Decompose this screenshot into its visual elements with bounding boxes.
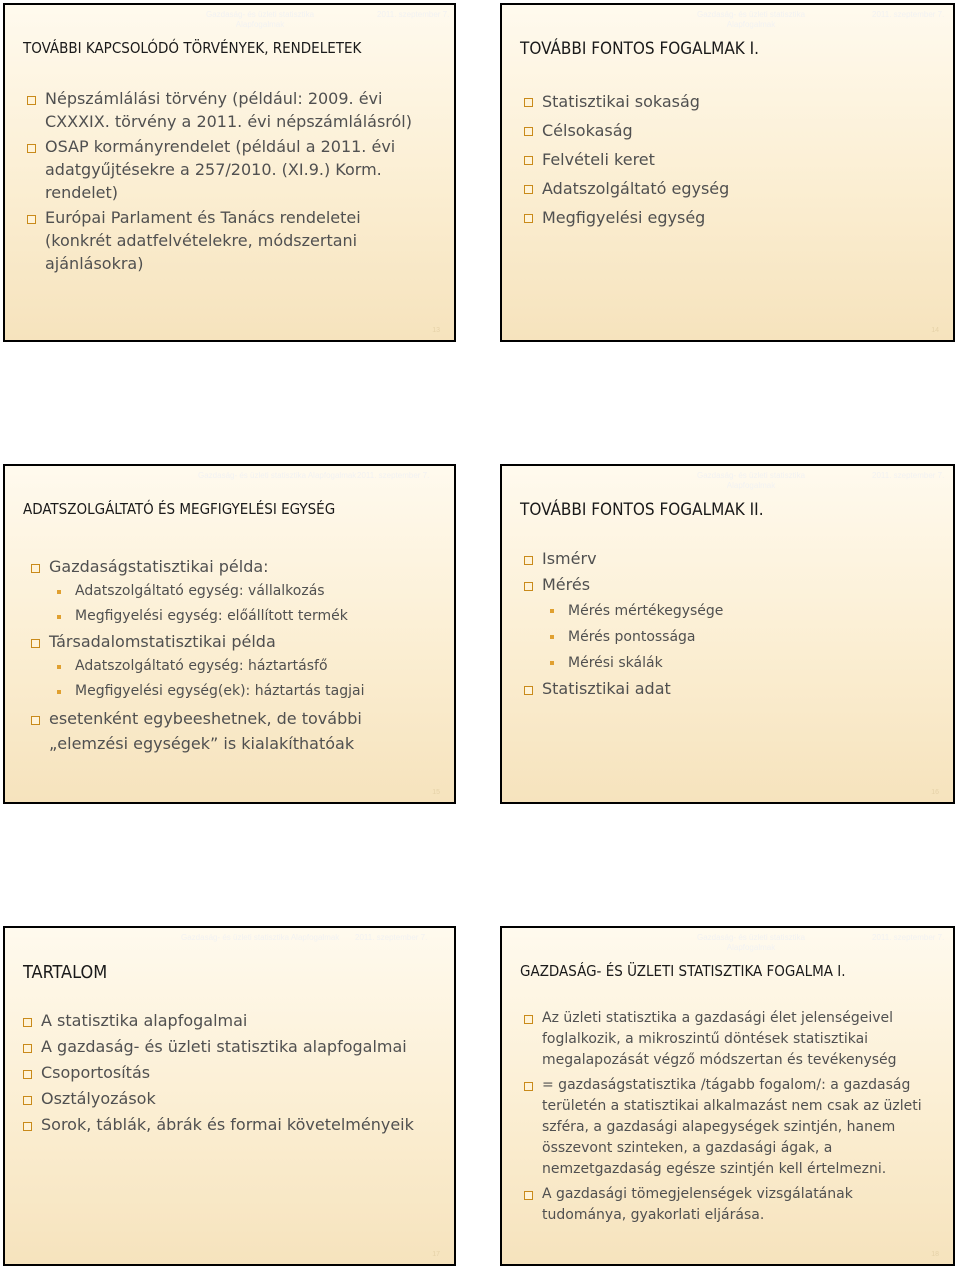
list-item-text: Megfigyelési egység <box>542 208 706 227</box>
sub-item <box>29 604 440 629</box>
list-item-text: Osztályozások <box>41 1089 156 1108</box>
slide-title: GAZDASÁG- ÉS ÜZLETI STATISZTIKA FOGALMA I. <box>520 962 846 980</box>
list-item <box>522 145 939 174</box>
list-item-text: esetenként egybeeshetnek, de további „elemzési egységek” is kialakíthatóak <box>49 709 362 753</box>
sub-item <box>29 654 440 679</box>
list-item <box>522 546 939 572</box>
slide-body <box>21 1008 440 1138</box>
slide-header-date: 2011. szeptember 7. <box>872 933 945 942</box>
list-item-text: Felvételi keret <box>542 150 655 169</box>
sub-item-text: Mérés mértékegysége <box>568 603 724 619</box>
list-item-text: Az üzleti statisztika a gazdasági élet jelenségeivel foglalkozik, a mikroszintű döntések statisztikai megalapozását végző módszertan és tevékenység <box>542 1010 897 1068</box>
slide-header-date: 2011. szeptember 7. <box>355 933 428 942</box>
list-item <box>21 1086 440 1112</box>
list-item <box>29 554 440 579</box>
list-item <box>522 174 939 203</box>
sub-item <box>29 679 440 704</box>
list-item-text: Gazdaságstatisztikai példa: <box>49 557 269 576</box>
page-number: 14 <box>931 327 939 334</box>
sub-item-text: Megfigyelési egység: előállított termék <box>75 608 348 624</box>
slide-header-date: 2011. szeptember 7. <box>872 10 945 19</box>
list-item <box>522 572 939 598</box>
list-item <box>21 1008 440 1034</box>
list-item-text: Népszámlálási törvény (például: 2009. évi CXXXIX. törvény a 2011. évi népszámlálásról) <box>45 89 412 131</box>
slide-title: TARTALOM <box>23 962 108 983</box>
list-item <box>25 87 426 133</box>
page-number: 15 <box>432 789 440 796</box>
list-item <box>522 1008 933 1071</box>
slide-13 <box>3 3 456 342</box>
slide-body <box>29 554 440 756</box>
slide-body <box>522 1008 933 1226</box>
list-item <box>522 87 939 116</box>
page-number: 13 <box>432 327 440 334</box>
list-item-text: Csoportosítás <box>41 1063 151 1082</box>
sub-item-text: Mérési skálák <box>568 655 663 671</box>
list-item <box>522 1075 933 1180</box>
list-item-text: Sorok, táblák, ábrák és formai követelményeik <box>41 1115 414 1134</box>
list-item <box>21 1112 440 1138</box>
sub-item <box>522 598 939 624</box>
list-item <box>522 1184 933 1226</box>
sub-item-text: Mérés pontossága <box>568 629 696 645</box>
list-item-text: A gazdaság- és üzleti statisztika alapfogalmai <box>41 1037 407 1056</box>
slide-body <box>522 546 939 702</box>
sub-item-text: Adatszolgáltató egység: háztartásfő <box>75 658 328 674</box>
slide-header-course: Gazdaság- és üzleti statisztika Alapfogalmak <box>205 10 315 29</box>
list-item <box>25 135 426 204</box>
slide-header-course: Gazdaság- és üzleti statisztika Alapfogalmak <box>696 10 806 29</box>
list-item-text: Európai Parlament és Tanács rendeletei (konkrét adatfelvételekre, módszertani ajánlásokra) <box>45 208 361 273</box>
page-number: 17 <box>432 1251 440 1258</box>
slide-header-date: 2011. szeptember 7. <box>377 10 450 19</box>
list-item <box>25 206 426 275</box>
list-item <box>29 629 440 654</box>
sub-item-text: Megfigyelési egység(ek): háztartás tagjai <box>75 683 365 699</box>
list-item-text: Adatszolgáltató egység <box>542 179 730 198</box>
list-item-text: Ismérv <box>542 549 597 568</box>
list-item <box>522 116 939 145</box>
list-item-text: Célsokaság <box>542 121 633 140</box>
list-item-text: OSAP kormányrendelet (például a 2011. évi adatgyűjtésekre a 257/2010. (XI.9.) Korm. rendelet) <box>45 137 396 202</box>
slide-header-date: 2011. szeptember 7. <box>357 471 430 480</box>
slide-title: TOVÁBBI FONTOS FOGALMAK II. <box>520 500 764 520</box>
slide-15 <box>3 464 456 804</box>
slide-body <box>25 87 426 275</box>
list-item <box>21 1034 440 1060</box>
slide-title: TOVÁBBI FONTOS FOGALMAK I. <box>520 39 760 59</box>
sub-item <box>29 579 440 604</box>
list-item-text: Társadalomstatisztikai példa <box>49 632 276 651</box>
slide-header-date: 2011. szeptember 7. <box>872 471 945 480</box>
slide-header-course: Gazdaság- és üzleti statisztika Alapfogalmak <box>198 471 357 480</box>
list-item-text: Statisztikai adat <box>542 679 671 698</box>
list-item-text: = gazdaságstatisztika /tágabb fogalom/: a gazdaság területén a statisztikai alkalmazást nem csak az üzleti szféra, a gazdasági alapegységek szintjén, hanem összevont szinteken, a gazdasági ágak, a nemzetgazdaság egésze szintjén kell értelmezni. <box>542 1077 922 1177</box>
slide-header-course: Gazdaság- és üzleti statisztika Alapfogalmak <box>696 471 806 490</box>
list-item <box>21 1060 440 1086</box>
page-number: 18 <box>931 1251 939 1258</box>
slide-16 <box>500 464 955 804</box>
list-item <box>522 203 939 232</box>
slide-17 <box>3 926 456 1266</box>
page-number: 16 <box>931 789 939 796</box>
sub-item <box>522 650 939 676</box>
list-item-text: A statisztika alapfogalmai <box>41 1011 248 1030</box>
list-item <box>29 706 440 756</box>
slide-title: ADATSZOLGÁLTATÓ ÉS MEGFIGYELÉSI EGYSÉG <box>23 500 336 518</box>
slide-header-course: Gazdaság- és üzleti statisztika Alapfogalmak <box>181 933 340 942</box>
slide-title: TOVÁBBI KAPCSOLÓDÓ TÖRVÉNYEK, RENDELETEK <box>23 39 362 57</box>
list-item-text: Mérés <box>542 575 591 594</box>
slide-14 <box>500 3 955 342</box>
list-item <box>522 676 939 702</box>
list-item-text: Statisztikai sokaság <box>542 92 700 111</box>
slide-header-course: Gazdaság- és üzleti statisztika Alapfogalmak <box>696 933 806 952</box>
slide-body <box>522 87 939 232</box>
list-item-text: A gazdasági tömegjelenségek vizsgálatának tudománya, gyakorlati eljárása. <box>542 1186 853 1223</box>
sub-item <box>522 624 939 650</box>
slide-18 <box>500 926 955 1266</box>
sub-item-text: Adatszolgáltató egység: vállalkozás <box>75 583 325 599</box>
